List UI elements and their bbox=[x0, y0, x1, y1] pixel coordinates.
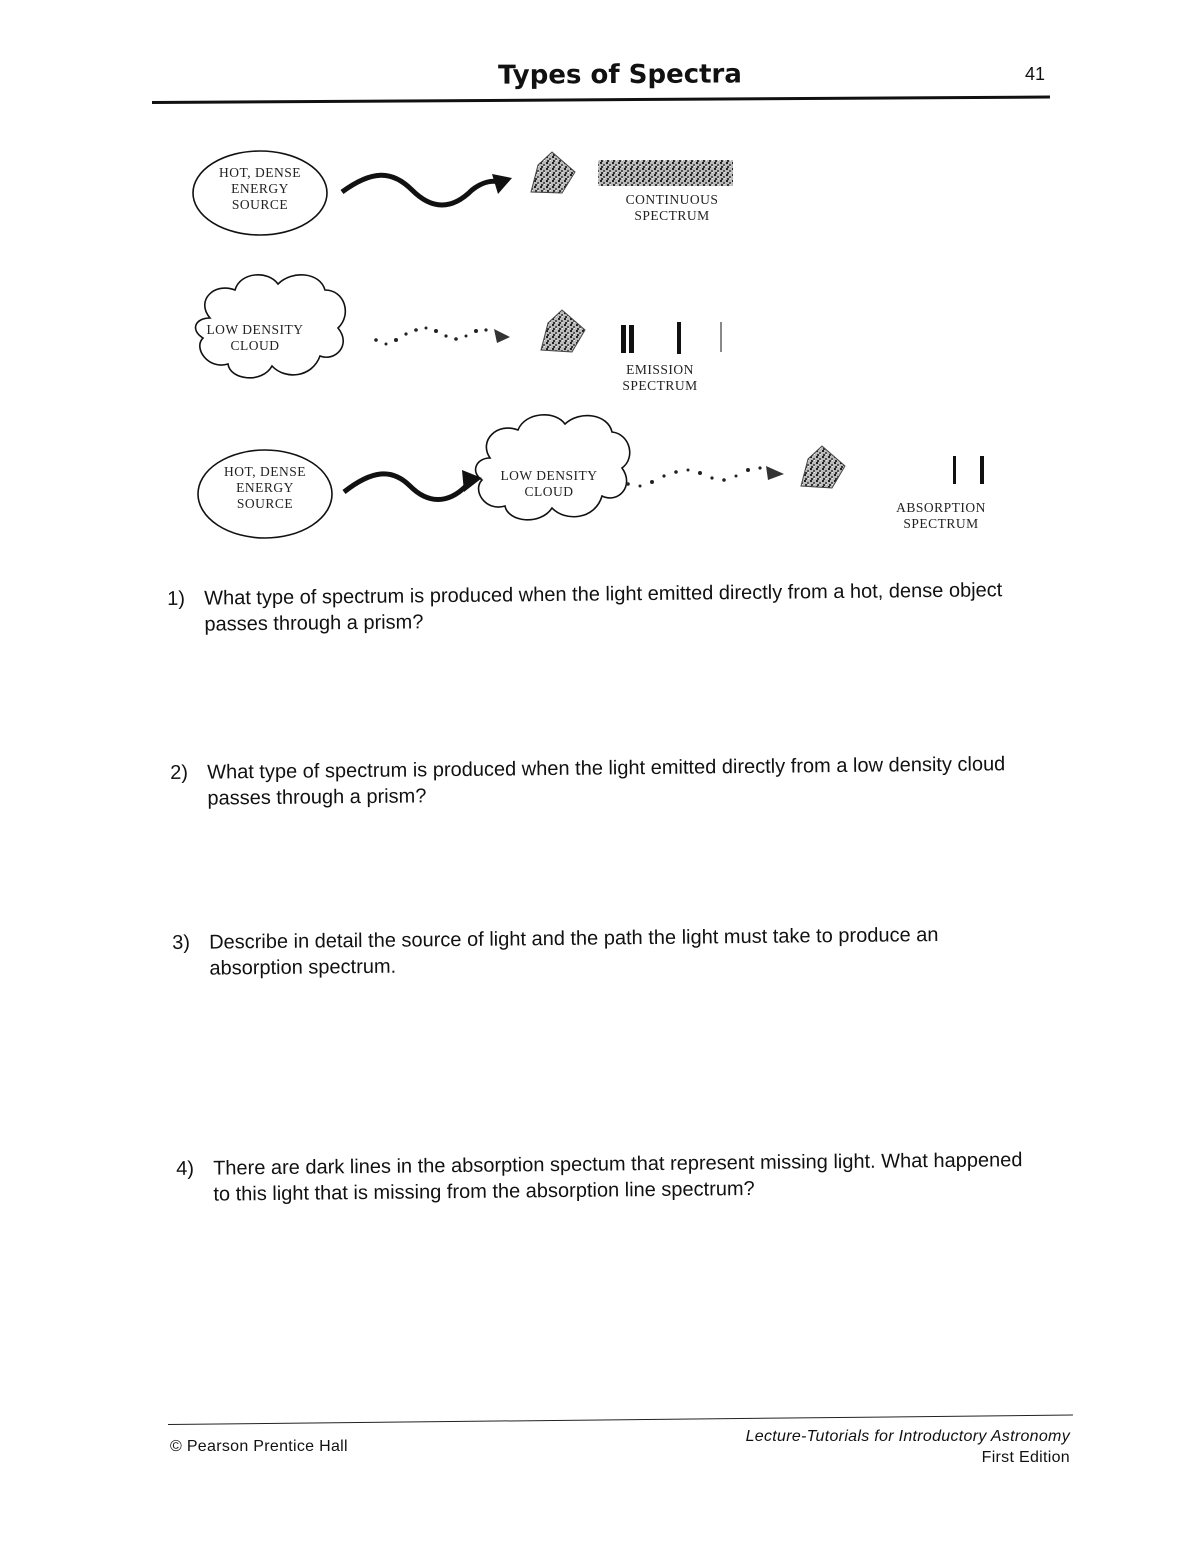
absorption-light-dots bbox=[626, 466, 761, 487]
source-label-2: HOT, DENSE ENERGY SOURCE bbox=[224, 464, 306, 511]
prism-3 bbox=[801, 446, 845, 488]
emission-light-dots bbox=[374, 327, 487, 346]
continuous-spectrum-band bbox=[598, 160, 733, 186]
prism-1 bbox=[531, 152, 575, 193]
footer-publisher: © Pearson Prentice Hall bbox=[170, 1438, 348, 1455]
question-text: What type of spectrum is produced when the light emitted directly from a low density cloud passes through a prism? bbox=[207, 753, 1006, 810]
continuous-light-wave bbox=[342, 175, 500, 205]
absorption-spectrum-label: ABSORPTION SPECTRUM bbox=[896, 500, 986, 531]
continuous-spectrum-label: CONTINUOUS SPECTRUM bbox=[625, 192, 719, 223]
cloud-label-1: LOW DENSITY CLOUD bbox=[206, 322, 304, 353]
question-number: 3) bbox=[172, 931, 191, 954]
footer-edition: First Edition bbox=[981, 1449, 1070, 1466]
page-number: 41 bbox=[1025, 64, 1046, 84]
footer-book-title: Lecture-Tutorials for Introductory Astronomy bbox=[745, 1428, 1070, 1445]
absorption-light-wave bbox=[344, 474, 466, 500]
footer-rule bbox=[168, 1415, 1073, 1425]
question-1 bbox=[167, 577, 1027, 638]
question-3 bbox=[172, 921, 1032, 982]
question-text: Describe in detail the source of light and the path the light must take to produce an absorption spectrum. bbox=[209, 923, 939, 980]
page-title: Types of Spectra bbox=[498, 59, 742, 91]
arrow-head-2 bbox=[494, 329, 510, 343]
emission-lines bbox=[621, 322, 722, 354]
question-number: 1) bbox=[167, 587, 186, 610]
source-label-1: HOT, DENSE ENERGY SOURCE bbox=[219, 165, 301, 212]
question-text: What type of spectrum is produced when the light emitted directly from a hot, dense object passes through a prism? bbox=[204, 579, 1003, 636]
question-text: There are dark lines in the absorption spectum that represent missing light. What happened to this light that is missing from the absorption line spectrum? bbox=[213, 1149, 1023, 1206]
emission-spectrum-label: EMISSION SPECTRUM bbox=[622, 362, 698, 393]
question-2 bbox=[170, 751, 1030, 812]
question-number: 4) bbox=[176, 1157, 195, 1180]
cloud-label-2: LOW DENSITY CLOUD bbox=[500, 468, 598, 499]
prism-2 bbox=[541, 310, 585, 352]
question-number: 2) bbox=[170, 761, 189, 784]
arrow-head-1 bbox=[492, 174, 512, 194]
question-4 bbox=[176, 1147, 1036, 1208]
arrow-head-4 bbox=[766, 466, 784, 480]
